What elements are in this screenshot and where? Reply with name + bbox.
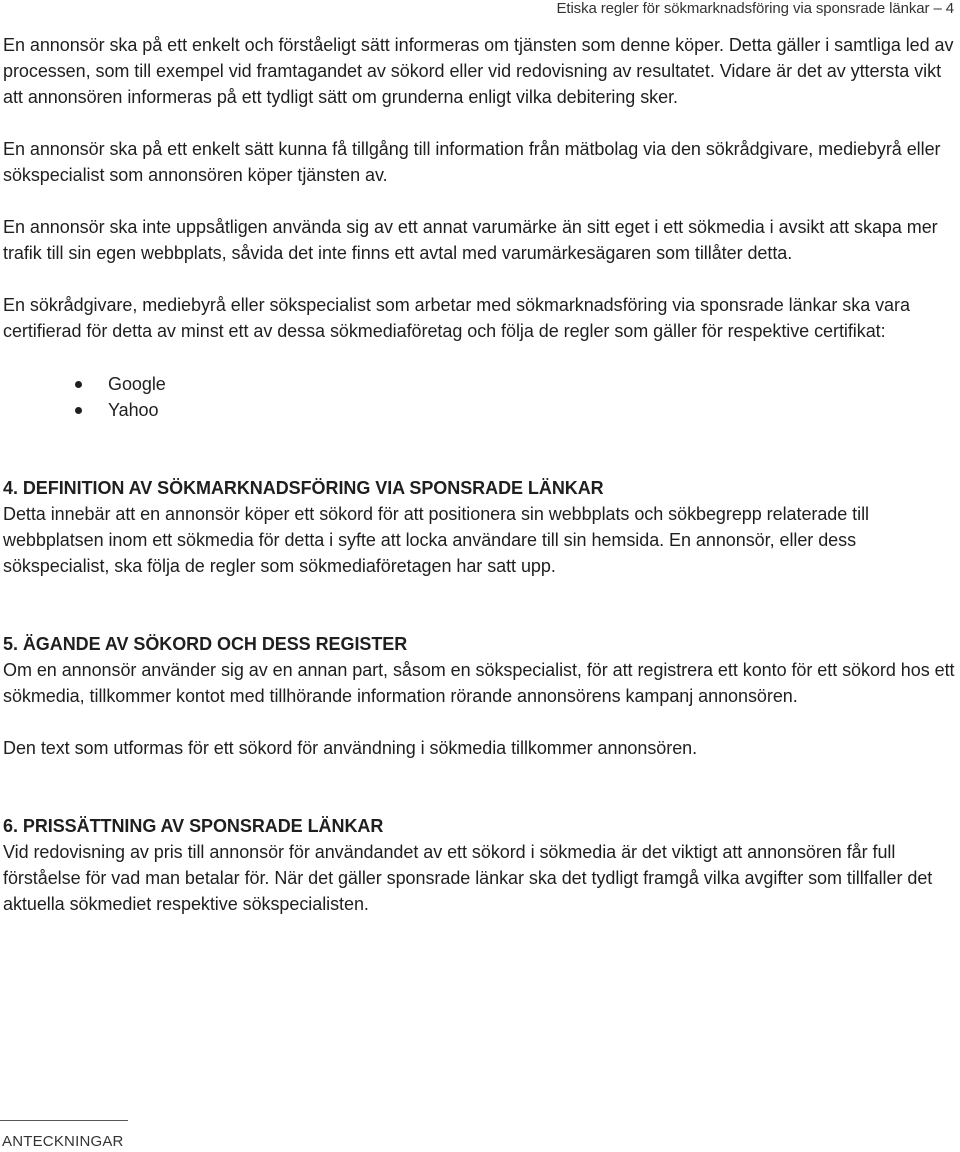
notes-label: ANTECKNINGAR: [2, 1133, 124, 1150]
section-heading-definition: 4. DEFINITION AV SÖKMARKNADSFÖRING VIA SPONSRADE LÄNKAR: [3, 478, 604, 498]
section-paragraph: Om en annonsör använder sig av en annan part, såsom en sökspecialist, för att registrera ett konto för ett sökord hos ett sökmedia, tillkommer kontot med tillhörande information rörande annonsörens kampanj annonsören.: [3, 660, 955, 706]
bullet-icon: [75, 407, 82, 414]
section-paragraph: Den text som utformas för ett sökord för användning i sökmedia tillkommer annonsören.: [3, 738, 698, 758]
paragraph-informing-advertiser: En annonsör ska på ett enkelt och förståeligt sätt informeras om tjänsten som denne köper. Detta gäller i samtliga led av processen, som till exempel vid framtagandet av sökord eller vid redovisning av resultatet. Vidare är det av yttersta vikt att annonsören informeras på ett tydligt sätt om grunderna enligt vilka debitering sker.: [3, 35, 954, 107]
list-item-label: Google: [108, 374, 166, 394]
paragraph-certification: En sökrådgivare, mediebyrå eller sökspecialist som arbetar med sökmarknadsföring via sponsrade länkar ska vara certifierad för detta av minst ett av dessa sökmediaföretag och följa de regler som gäller för respektive certifikat:: [3, 295, 910, 341]
document-body: [3, 32, 957, 917]
certifier-list: [3, 371, 957, 423]
section-paragraph: Vid redovisning av pris till annonsör för användandet av ett sökord i sökmedia är det viktigt att annonsören får full förståelse för vad man betalar för. När det gäller sponsrade länkar ska det tydligt framgå vilka avgifter som tillfaller det aktuella sökmediet respektive sökspecialisten.: [3, 842, 933, 914]
section-paragraph: Detta innebär att en annonsör köper ett sökord för att positionera sin webbplats och sökbegrepp relaterade till webbplatsen inom ett sökmedia för detta i syfte att locka användare till sin hemsida. En annonsör, eller dess sökspecialist, ska följa de regler som sökmediaföretagen har satt upp.: [3, 504, 869, 576]
list-item: [3, 397, 957, 423]
list-item-label: Yahoo: [108, 400, 159, 420]
list-item: [3, 371, 957, 397]
bullet-icon: [75, 381, 82, 388]
paragraph-trademark-use: En annonsör ska inte uppsåtligen använda sig av ett annat varumärke än sitt eget i ett sökmedia i avsikt att skapa mer trafik till sin egen webbplats, såvida det inte finns ett avtal med varumärkesägaren som tillåter detta.: [3, 217, 938, 263]
section-heading-pricing: 6. PRISSÄTTNING AV SPONSRADE LÄNKAR: [3, 816, 384, 836]
running-header: Etiska regler för sökmarknadsföring via sponsrade länkar – 4: [556, 0, 954, 17]
notes-divider: [0, 1120, 128, 1121]
section-heading-ownership: 5. ÄGANDE AV SÖKORD OCH DESS REGISTER: [3, 634, 408, 654]
paragraph-measurement-access: En annonsör ska på ett enkelt sätt kunna få tillgång till information från mätbolag via den sökrådgivare, mediebyrå eller sökspecialist som annonsören köper tjänsten av.: [3, 139, 941, 185]
